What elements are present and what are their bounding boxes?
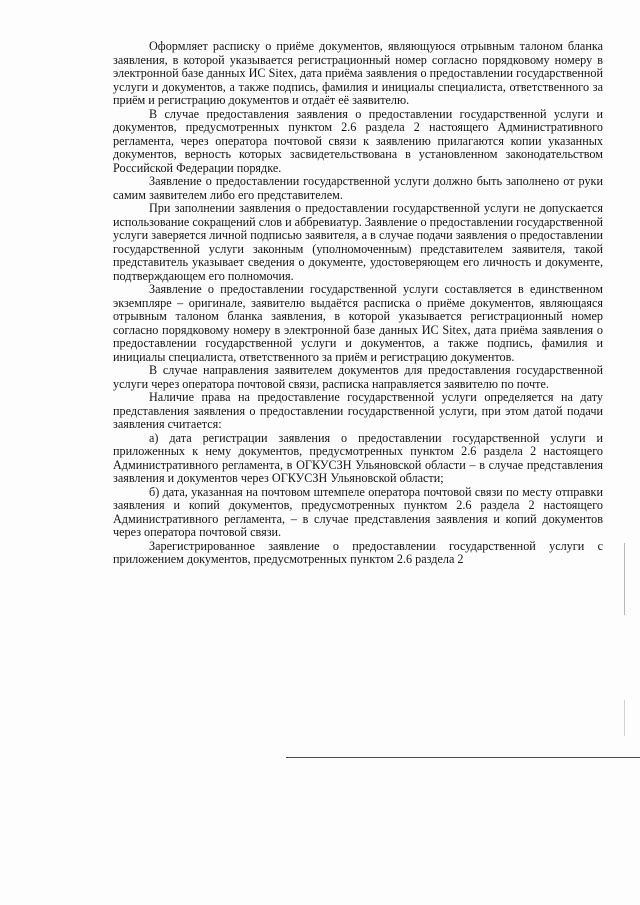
paragraph-no-abbreviations: При заполнении заявления о предоставлении государственной услуги не допускается использование сокращений слов и аббревиатур. Заявление о предоставлении государственной услуги заверяется личной подписью заявителя, а в случае подачи заявления о предоставлении государственной услуги законным (уполномоченным) представителем заявителя, такой представитель указывает сведения о документе, удостоверяющем его личность и документе, подтверждающем его полномочия. (113, 201, 603, 283)
paragraph-receipt-issue: Оформляет расписку о приёме документов, являющуюся отрывным талоном бланка заявления, в которой указывается регистрационный номер согласно порядковому номеру в электронной базе данных ИС Sitex, дата приёма заявления о предоставлении государственной услуги и документов, а также подпись, фамилия и инициалы специалиста, ответственного за приём и регистрацию документов и отдаёт её заявителю. (113, 39, 603, 107)
scan-edge-mark (624, 700, 625, 736)
document-body (113, 40, 603, 567)
paragraph-single-copy: Заявление о предоставлении государственной услуги составляется в единственном экземпляре – оригинале, заявителю выдаётся расписка о приёме документов, являющаяся отрывным талоном бланка заявления, в которой указывается регистрационный номер согласно порядковому номеру в электронной базе данных ИС Sitex, дата приёма заявления о предоставлении государственной услуги и документов, а также подпись, фамилия и инициалы специалиста, ответственного за приём и регистрацию документов. (113, 282, 603, 364)
scan-edge-mark (624, 543, 625, 615)
paragraph-postal-copies: В случае предоставления заявления о предоставлении государственной услуги и документов, предусмотренных пунктом 2.6 раздела 2 настоящего Административного регламента, через оператора почтовой связи к заявлению прилагаются копии указанных документов, верность которых засвидетельствована в установленном законодательством Российской Федерации порядке. (113, 106, 603, 175)
paragraph-handwritten: Заявление о предоставлении государственной услуги должно быть заполнено от руки самим заявителем либо его представителем. (113, 174, 603, 202)
footer-rule (286, 757, 640, 758)
paragraph-item-a: а) дата регистрации заявления о предоставлении государственной услуги и приложенных к нему документов, предусмотренных пунктом 2.6 раздела 2 настоящего Административного регламента, в ОГКУСЗН Ульяновской области – в случае представления заявления и документов через ОГКУСЗН Ульяновской области; (113, 430, 603, 485)
paragraph-filing-date: Наличие права на предоставление государственной услуги определяется на дату представления заявления о предоставлении государственной услуги, при этом датой подачи заявления считается: (113, 390, 603, 431)
paragraph-receipt-by-mail: В случае направления заявителем документов для предоставления государственной услуги через оператора почтовой связи, расписка направляется заявителю по почте. (113, 363, 603, 391)
paragraph-item-b: б) дата, указанная на почтовом штемпеле оператора почтовой связи по месту отправки заявления и копий документов, предусмотренных пунктом 2.6 раздела 2 настоящего Административного регламента, – в случае представления заявления и копий документов через оператора почтовой связи. (113, 484, 603, 539)
paragraph-registered-application: Зарегистрированное заявление о предоставлении государственной услуги с приложением документов, предусмотренных пунктом 2.6 раздела 2 (113, 538, 603, 566)
